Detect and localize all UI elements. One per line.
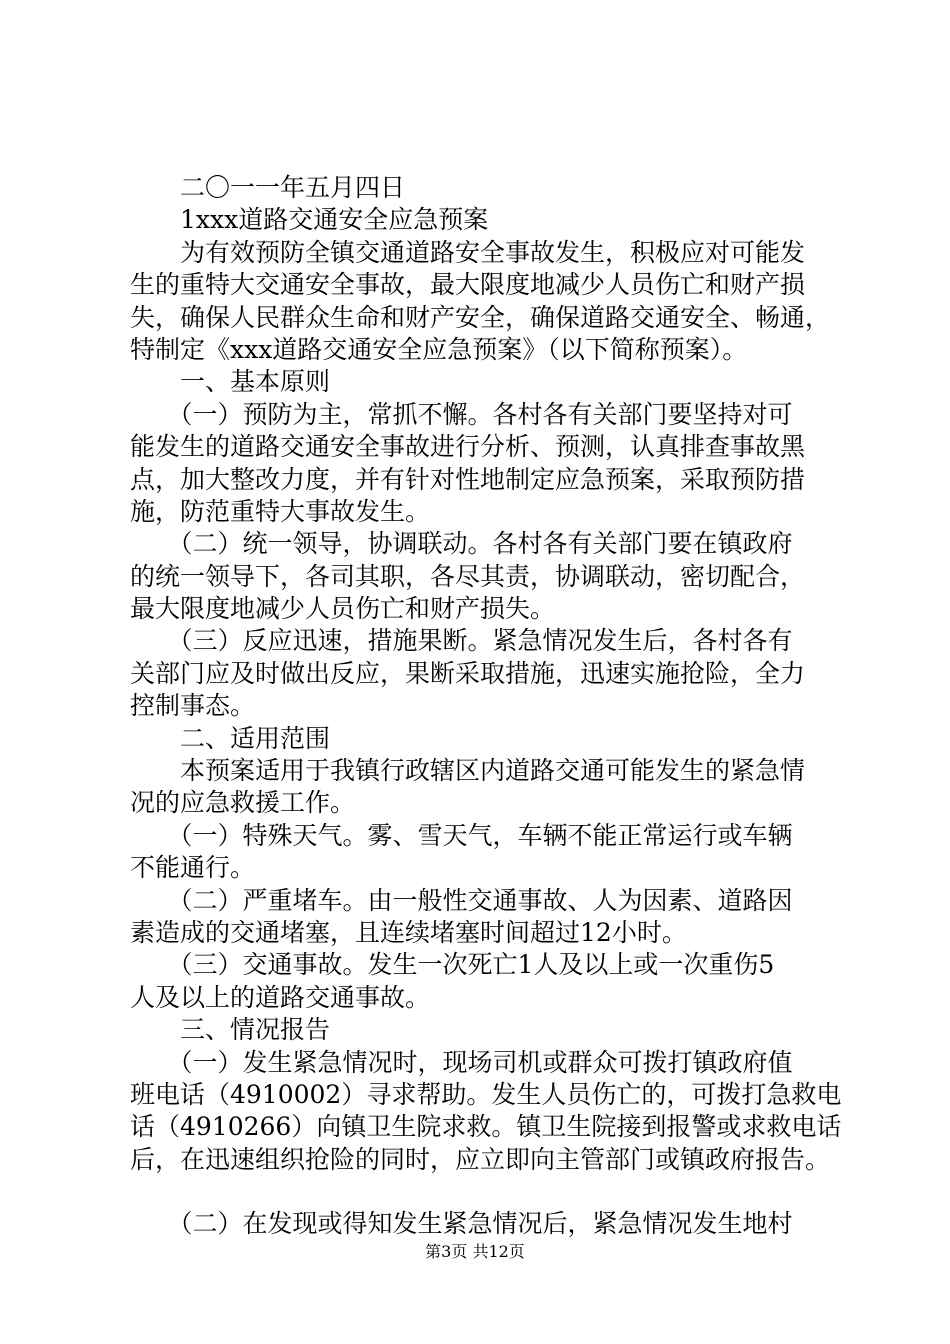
paragraph-line: 关部门应及时做出反应，果断采取措施，迅速实施抢险，全力: [130, 658, 806, 688]
section-heading: 一、基本原则: [130, 367, 331, 397]
paragraph-line: （一）预防为主，常抓不懈。各村各有关部门要坚持对可: [130, 399, 793, 429]
page-footer: 第3页 共12页: [425, 1242, 525, 1261]
paragraph-line: （二）严重堵车。由一般性交通事故、人为因素、道路因: [130, 885, 793, 915]
paragraph-line: 最大限度地减少人员伤亡和财产损失。: [130, 594, 556, 624]
paragraph-line: 本预案适用于我镇行政辖区内道路交通可能发生的紧急情: [130, 756, 806, 786]
paragraph-line: 素造成的交通堵塞，且连续堵塞时间超过12小时。: [130, 917, 687, 947]
paragraph-line: 生的重特大交通安全事故，最大限度地减少人员伤亡和财产损: [130, 270, 806, 300]
section-heading: 二、适用范围: [130, 723, 331, 753]
paragraph-line: 话（4910266）向镇卫生院求救。镇卫生院接到报警或求救电话: [130, 1112, 842, 1142]
paragraph-line: （一）特殊天气。雾、雪天气，车辆不能正常运行或车辆: [130, 820, 793, 850]
paragraph-gap: [130, 1176, 830, 1208]
paragraph-line: 失，确保人民群众生命和财产安全，确保道路交通安全、畅通，: [130, 302, 831, 332]
paragraph-line: 点，加大整改力度，并有针对性地制定应急预案，采取预防措: [130, 464, 806, 494]
paragraph-line: 的统一领导下，各司其职，各尽其责，协调联动，密切配合，: [130, 561, 806, 591]
paragraph-line: 控制事态。: [130, 691, 256, 721]
paragraph-line: （三）交通事故。发生一次死亡1人及以上或一次重伤5: [130, 950, 775, 980]
paragraph-line: 不能通行。: [130, 853, 256, 883]
paragraph-line: 人及以上的道路交通事故。: [130, 982, 431, 1012]
paragraph-line: 况的应急救援工作。: [130, 788, 356, 818]
paragraph-line: 特制定《xxx道路交通安全应急预案》（以下简称预案）。: [130, 334, 748, 364]
paragraph-line: 能发生的道路交通安全事故进行分析、预测，认真排查事故黑: [130, 432, 806, 462]
section-heading: 三、情况报告: [130, 1015, 331, 1045]
document-title: 1xxx道路交通安全应急预案: [130, 205, 489, 235]
paragraph-line: （一）发生紧急情况时，现场司机或群众可拨打镇政府值: [130, 1047, 793, 1077]
paragraph-line: （二）在发现或得知发生紧急情况后，紧急情况发生地村: [130, 1209, 793, 1239]
paragraph-line: （二）统一领导，协调联动。各村各有关部门要在镇政府: [130, 529, 793, 559]
paragraph-line: 施，防范重特大事故发生。: [130, 496, 431, 526]
paragraph-line: 后，在迅速组织抢险的同时，应立即向主管部门或镇政府报告。: [130, 1144, 831, 1174]
document-body: [130, 172, 842, 1241]
paragraph-line: （三）反应迅速，措施果断。紧急情况发生后，各村各有: [130, 626, 793, 656]
paragraph-line: 班电话（4910002）寻求帮助。发生人员伤亡的，可拨打急救电: [130, 1079, 842, 1109]
paragraph-line: 为有效预防全镇交通道路安全事故发生，积极应对可能发: [130, 237, 806, 267]
date-line: 二〇一一年五月四日: [130, 173, 406, 202]
